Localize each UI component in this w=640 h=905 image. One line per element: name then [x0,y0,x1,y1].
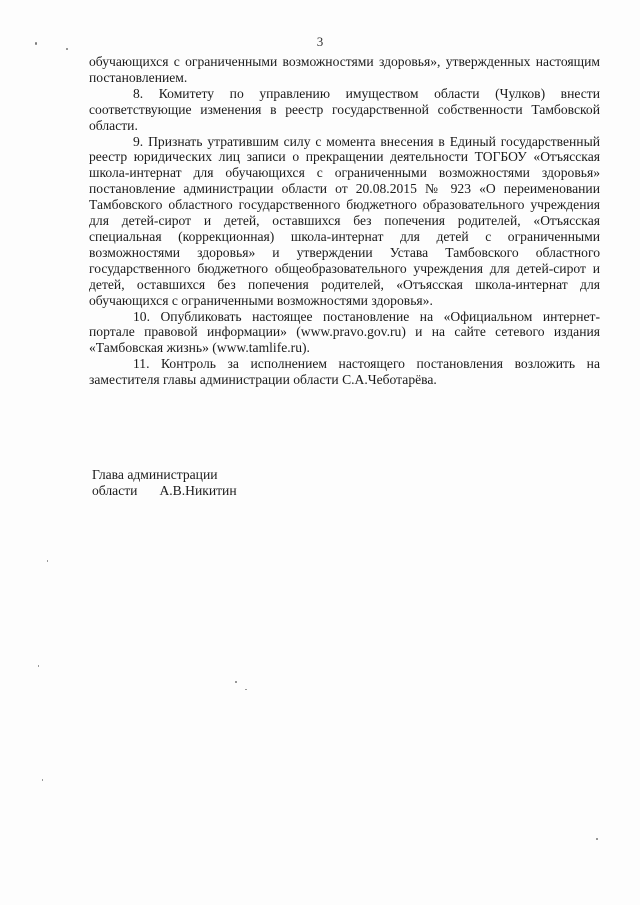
signature-name: А.В.Никитин [159,483,237,498]
signature-title-line2 [92,483,237,499]
signature-block [92,467,237,499]
paragraph-8: 8. Комитету по управлению имуществом области (Чулков) внести соответствующие изменения в реестр государственной собственности Тамбовской области. [89,85,600,133]
scan-speck [235,681,237,683]
scan-speck [35,42,37,45]
scan-speck [42,779,43,781]
page-number: 3 [316,34,324,49]
scan-speck [47,560,48,562]
scan-speck [245,689,247,690]
paragraph-continuation: обучающихся с ограниченными возможностями здоровья», утвержденных настоящим постановлением. [89,54,600,85]
scan-speck [596,838,598,840]
document-body [89,54,600,388]
paragraph-9: 9. Признать утратившим силу с момента внесения в Единый государственный реестр юридических лиц записи о прекращении деятельности ТОГБОУ «Отъясская школа-интернат для обучающихся с ограниченными возможностями здоровья» постановление администрации области от 20.08.2015 № 923 «О переименовании Тамбовского областного государственного бюджетного образовательного учреждения для детей-сирот и детей, оставшихся без попечения родителей, «Отъясская специальная (коррекционная) школа-интернат для детей с ограниченными возможностями здоровья» и утверждении Устава Тамбовского областного государственного бюджетного общеобразовательного учреждения для детей-сирот и детей, оставшихся без попечения родителей, «Отъясская школа-интернат для обучающихся с ограниченными возможностями здоровья». [89,133,600,308]
scan-speck [66,48,68,50]
signature-title-line1: Глава администрации [92,467,218,482]
paragraph-10: 10. Опубликовать настоящее постановление на «Официальном интернет-портале правовой информации» (www.pravo.gov.ru) и на сайте сетевого издания «Тамбовская жизнь» (www.tamlife.ru). [89,308,600,356]
paragraph-11: 11. Контроль за исполнением настоящего постановления возложить на заместителя главы администрации области С.А.Чеботарёва. [89,356,600,388]
signature-title-region: области [92,483,138,498]
scan-speck [38,665,39,667]
